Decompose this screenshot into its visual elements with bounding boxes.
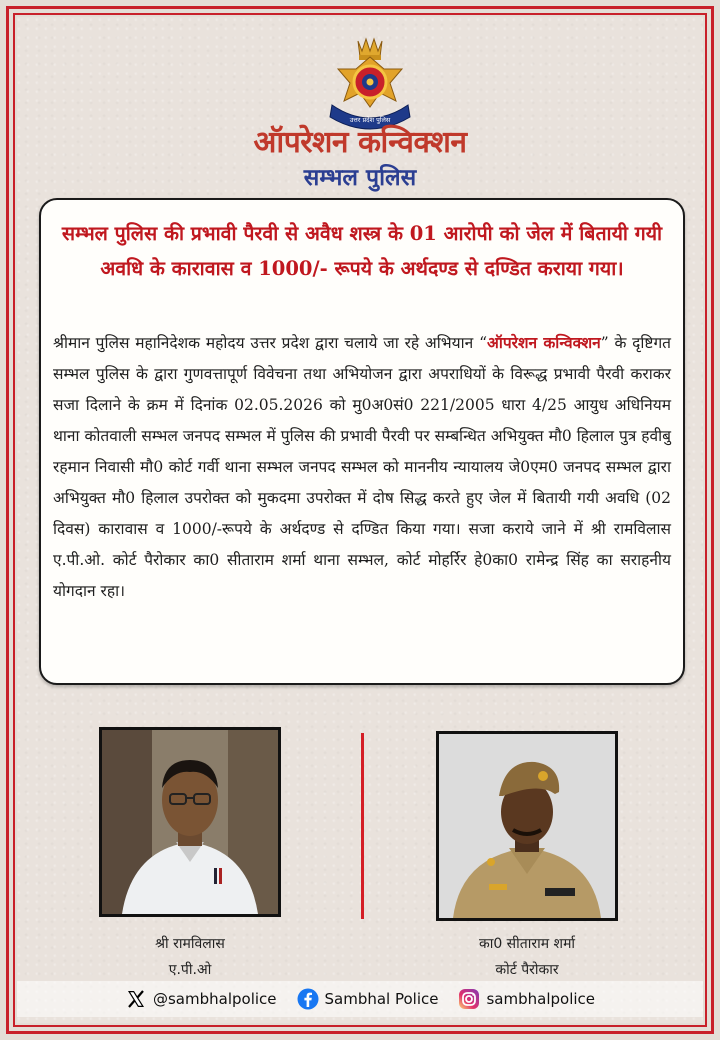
photo-sitaram: [436, 731, 618, 921]
news-headline: सम्भल पुलिस की प्रभावी पैरवी से अवैध शस्त्र के 01 आरोपी को जेल में बितायी गयी अवधि के कारावास व 1000/- रूपये के अर्थदण्ड से दण्डित कराया गया।: [61, 222, 663, 280]
social-x[interactable]: [125, 988, 277, 1010]
person-name: श्री रामविलास: [155, 936, 225, 952]
person-role: ए.पी.ओ: [168, 962, 212, 978]
news-card: [39, 198, 685, 685]
instagram-logo-icon: [458, 988, 480, 1010]
campaign-subtitle: सम्भल पुलिस: [303, 165, 417, 191]
person-role: कोर्ट पैरोकार: [495, 962, 559, 978]
facebook-name: Sambhal Police: [324, 990, 439, 1008]
x-handle: @sambhalpolice: [152, 990, 277, 1008]
social-footer: [17, 981, 703, 1017]
body-text-rest: ” के दृष्टिगत सम्भल पुलिस के द्वारा गुणवत्तापूर्ण विवेचना तथा अभियोजन द्वारा अपराधियों के विरूद्ध प्रभावी पैरवी कराकर सजा दिलाने के क्रम में दिनांक 02.05.2026 को मु0अ0सं0 221/2005 धारा 4/25 आयुध अधिनियम थाना कोतवाली सम्भल जनपद सम्भल में पुलिस की प्रभावी पैरवी पर सम्बन्धित अभियुक्त मौ0 हिलाल पुत्र हवीबु रहमान निवासी मौ0 कोर्ट गर्वी थाना सम्भल जनपद सम्भल को माननीय न्यायालय जे0एम0 जनपद सम्भल द्वारा अभियुक्त मौ0 हिलाल उपरोक्त को मुकदमा उपरोक्त में दोष सिद्ध करते हुए जेल में बितायी गयी अवधि (02 दिवस) कारावास व 1000/-रूपये के अर्थदण्ड से दण्डित किया गया। सजा कराये जाने में श्री रामविलास ए.पी.ओ. कोर्ट पैरोकार का0 सीताराम शर्मा थाना सम्भल, कोर्ट मोहर्रिर हे0का0 रामेन्द्र सिंह का सराहनीय योगदान रहा।: [53, 334, 672, 600]
caption-sitaram: [417, 931, 637, 983]
campaign-title: ऑपरेशन कन्विक्शन: [253, 125, 467, 160]
photo-divider: [361, 733, 364, 919]
x-logo-icon: [125, 988, 147, 1010]
person-name: का0 सीताराम शर्मा: [478, 936, 576, 952]
emblem-text: उत्तर प्रदेश पुलिस: [349, 116, 391, 124]
social-facebook[interactable]: [297, 988, 439, 1010]
news-body: [53, 327, 671, 607]
caption-ramvilas: [80, 931, 300, 983]
body-text-start: श्रीमान पुलिस महानिदेशक महोदय उत्तर प्रदेश द्वारा चलाये जा रहे अभियान “: [53, 334, 487, 352]
instagram-handle: sambhalpolice: [486, 990, 595, 1008]
body-highlight: ऑपरेशन कन्विक्शन: [487, 333, 601, 352]
facebook-logo-icon: [297, 988, 319, 1010]
person-photo-1: [102, 730, 278, 914]
social-instagram[interactable]: [458, 988, 595, 1010]
person-photo-2: [439, 734, 615, 918]
poster: [17, 17, 703, 1023]
photo-ramvilas: [99, 727, 281, 917]
